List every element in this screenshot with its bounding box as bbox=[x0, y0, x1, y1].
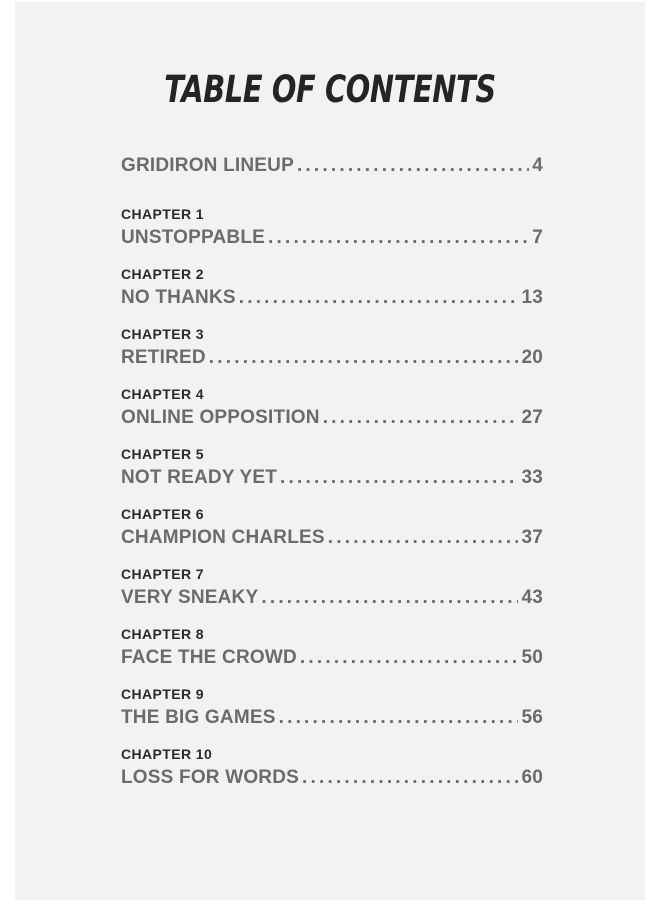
toc-entry-row bbox=[121, 584, 543, 612]
chapter-title: NOT READY YET bbox=[121, 467, 278, 488]
toc-entry-row bbox=[121, 704, 543, 732]
page-number: 50 bbox=[521, 647, 543, 668]
page-number: 60 bbox=[521, 767, 543, 788]
dot-leader bbox=[261, 584, 518, 612]
chapter-label: CHAPTER 1 bbox=[121, 206, 204, 222]
chapter-label: CHAPTER 7 bbox=[121, 566, 204, 582]
chapter-title: NO THANKS bbox=[121, 287, 236, 308]
toc-entry-chapter-1 bbox=[121, 204, 543, 252]
chapter-title: LOSS FOR WORDS bbox=[121, 767, 300, 788]
dot-leader bbox=[239, 284, 519, 312]
page-number: 20 bbox=[521, 347, 543, 368]
chapter-title: FACE THE CROWD bbox=[121, 647, 297, 668]
toc-entry-row bbox=[121, 152, 543, 180]
book-page bbox=[15, 2, 645, 900]
chapter-label: CHAPTER 6 bbox=[121, 506, 204, 522]
chapter-title: UNSTOPPABLE bbox=[121, 227, 266, 248]
chapter-label: CHAPTER 3 bbox=[121, 326, 204, 342]
dot-leader bbox=[300, 644, 519, 672]
entry-title: GRIDIRON LINEUP bbox=[121, 155, 294, 176]
dot-leader bbox=[209, 344, 519, 372]
page-number: 27 bbox=[521, 407, 543, 428]
toc-entry-row bbox=[121, 644, 543, 672]
chapter-title: THE BIG GAMES bbox=[121, 707, 276, 728]
toc-entry-row bbox=[121, 404, 543, 432]
page-number: 4 bbox=[532, 155, 543, 176]
toc-entry-intro bbox=[121, 152, 543, 180]
toc-entry-row bbox=[121, 344, 543, 372]
toc-entry-chapter-6 bbox=[121, 504, 543, 552]
toc-entry-chapter-3 bbox=[121, 324, 543, 372]
page-number: 7 bbox=[532, 227, 543, 248]
page-number: 13 bbox=[521, 287, 543, 308]
dot-leader bbox=[280, 464, 518, 492]
page-number: 37 bbox=[521, 527, 543, 548]
chapter-title: VERY SNEAKY bbox=[121, 587, 259, 608]
page-number: 56 bbox=[521, 707, 543, 728]
toc-entry-chapter-8 bbox=[121, 624, 543, 672]
dot-leader bbox=[323, 404, 519, 432]
toc-entry-row bbox=[121, 764, 543, 792]
chapter-title: RETIRED bbox=[121, 347, 206, 368]
dot-leader bbox=[268, 224, 529, 252]
chapter-label: CHAPTER 8 bbox=[121, 626, 204, 642]
page-number: 43 bbox=[521, 587, 543, 608]
chapter-label: CHAPTER 4 bbox=[121, 386, 204, 402]
chapter-title: CHAMPION CHARLES bbox=[121, 527, 325, 548]
chapter-label: CHAPTER 5 bbox=[121, 446, 204, 462]
chapter-title: ONLINE OPPOSITION bbox=[121, 407, 320, 428]
toc-entry-chapter-5 bbox=[121, 444, 543, 492]
table-of-contents bbox=[121, 152, 543, 792]
toc-entry-chapter-10 bbox=[121, 744, 543, 792]
page-title: TABLE OF CONTENTS bbox=[164, 68, 496, 111]
toc-entry-chapter-4 bbox=[121, 384, 543, 432]
toc-entry-row bbox=[121, 284, 543, 312]
toc-entry-chapter-2 bbox=[121, 264, 543, 312]
page-number: 33 bbox=[521, 467, 543, 488]
chapter-label: CHAPTER 9 bbox=[121, 686, 204, 702]
dot-leader bbox=[328, 524, 519, 552]
dot-leader bbox=[302, 764, 518, 792]
toc-entry-chapter-7 bbox=[121, 564, 543, 612]
toc-entry-row bbox=[121, 464, 543, 492]
chapter-label: CHAPTER 10 bbox=[121, 746, 213, 762]
toc-entry-chapter-9 bbox=[121, 684, 543, 732]
chapter-label: CHAPTER 2 bbox=[121, 266, 204, 282]
toc-entry-row bbox=[121, 224, 543, 252]
dot-leader bbox=[279, 704, 519, 732]
dot-leader bbox=[297, 152, 529, 180]
toc-entry-row bbox=[121, 524, 543, 552]
